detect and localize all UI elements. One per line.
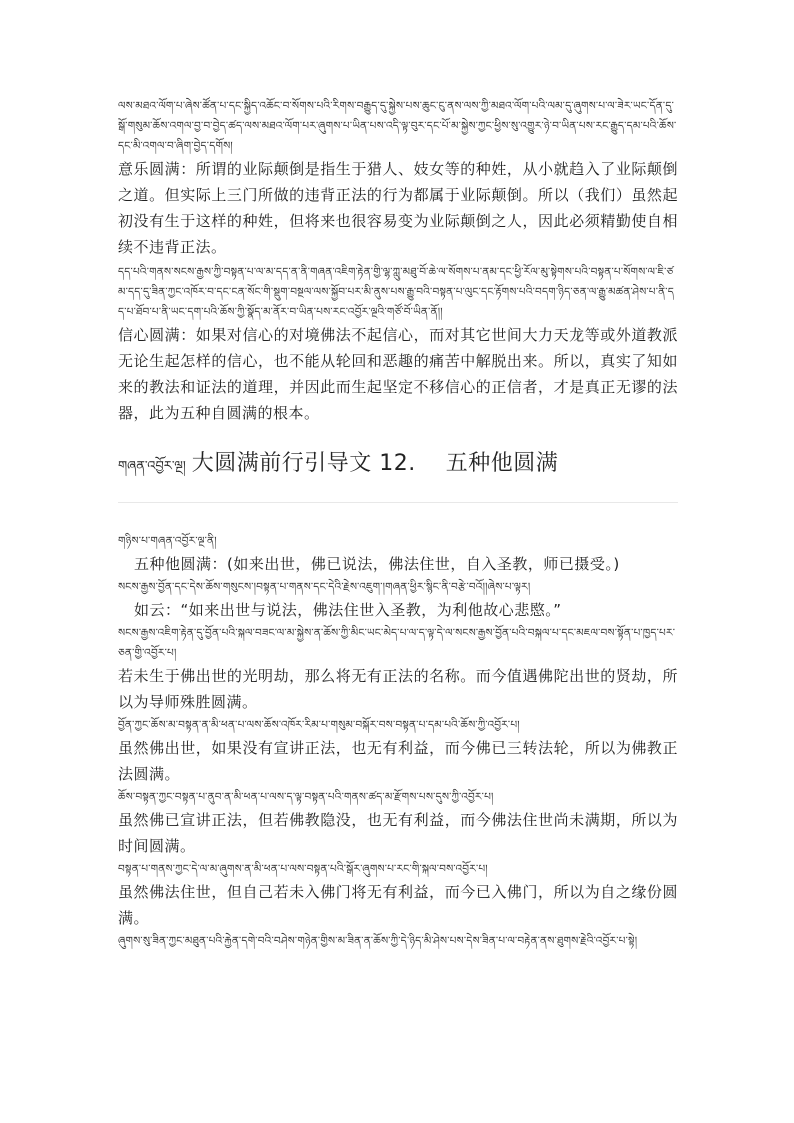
chinese-paragraph: 意乐圆满：所谓的业际颠倒是指生于猎人、妓女等的种姓，从小就趋入了业际颠倒之道。但实际上三门所做的违背正法的行为都属于业际颠倒。所以（我们）虽然起初没有生于这样的种姓，但将来也很容易变为业际颠倒之人，因此必须精勤使自相续不违背正法。 — [118, 160, 678, 256]
tibetan-subtitle: གཉིས་པ་གཞན་འབྱོར་ལྔ་ནི། — [118, 535, 217, 547]
tibetan-paragraph: ལས་མཐའ་ལོག་པ་ཞེས་ཚོན་པ་དང་སྐྱིད་འཆོང་བ་སོགས་པའི་རིགས་བརྒྱུད་དུ་སྐྱེས་པས་ཆུང་ངུ་ནས་ལས་ཀྱི་མཐའ་ལོག་པའི་ལམ་དུ་ཞུགས་པ་ལ་ཟེར་ཡང་དོན་དུ་སྒོ་གསུམ་ཆོས་འགལ་བྱ་བ་བྱེད་ཚད་ལས་མཐའ་ལོག་པར་ཞུགས་པ་ཡིན་པས་འདི་ལྟ་བུར་དང་པོ་མ་སྐྱེས་ཀྱང་ཕྱིས་སུ་འགྱུར་ཉེ་བ་ཡིན་པས་རང་རྒྱུད་དམ་པའི་ཆོས་དང་མི་འགལ་བ་ཞིག་བྱེད་དགོས། — [118, 100, 677, 152]
tibetan-paragraph: ཞུགས་སུ་ཟིན་ཀྱང་མཐུན་པའི་རྐྱེན་དགེ་བའི་བཤེས་གཉེན་གྱིས་མ་ཟིན་ན་ཆོས་ཀྱི་དེ་ཉིད་མི་ཤེས་པས་དེས་ཟིན་པ་ལ་བརྟེན་ནས་ཐུགས་རྗེའི་འབྱོར་པ་སྟེ། — [118, 935, 638, 947]
heading-tibetan: གཞན་འབྱོར་ལྔ། — [118, 459, 186, 474]
tibetan-paragraph: ཆོས་བསྟན་ཀྱང་བསྟན་པ་ནུབ་ན་མི་ཕན་པ་ལས་ད་ལྟ་བསྟན་པའི་གནས་ཚད་མ་རྫོགས་པས་དུས་ཀྱི་འབྱོར་པ། — [118, 791, 494, 803]
tibetan-paragraph: བྱོན་ཀྱང་ཆོས་མ་བསྟན་ན་མི་ཕན་པ་ལས་ཆོས་འཁོར་རིམ་པ་གསུམ་བསྐོར་བས་བསྟན་པ་དམ་པའི་ཆོས་ཀྱི་འབྱོར་པ། — [118, 719, 520, 731]
section-heading — [118, 446, 678, 503]
tibetan-paragraph: སངས་རྒྱས་འཇིག་རྟེན་དུ་བྱོན་པའི་སྐལ་བཟང་ལ་མ་སྐྱེས་ན་ཆོས་ཀྱི་མིང་ཡང་མེད་པ་ལ་ད་ལྟ་དེ་ལ་སངས་རྒྱས་བྱོན་པའི་བསྐལ་པ་དང་མཇལ་བས་སྟོན་པ་ཁྱད་པར་ཅན་གྱི་འབྱོར་པ། — [118, 627, 676, 659]
section-body — [118, 531, 678, 951]
tibetan-paragraph: བསྟན་པ་གནས་ཀྱང་དེ་ལ་མ་ཞུགས་ན་མི་ཕན་པ་ལས་བསྟན་པའི་སྒོར་ཞུགས་པ་རང་གི་སྐལ་བས་འབྱོར་པ། — [118, 863, 488, 875]
chinese-paragraph: 虽然佛已宣讲正法，但若佛教隐没，也无有利益，而今佛法住世尚未满期，所以为时间圆满。 — [118, 811, 678, 855]
document-page — [118, 96, 678, 951]
chinese-quote: 如云：“如来出世与说法，佛法住世入圣教，为利他故心悲愍。” — [134, 601, 562, 619]
chinese-subtitle: 五种他圆满：(如来出世，佛已说法，佛法住世，自入圣教，师已摄受。) — [134, 555, 620, 573]
heading-title: 大圆满前行引导文 12. 五种他圆满 — [191, 451, 559, 476]
tibetan-quote: སངས་རྒྱས་བྱོན་དང་དེས་ཆོས་གསུངས་།བསྟན་པ་གནས་དང་དེའི་རྗེས་འཇུག་།གཞན་ཕྱིར་སྙིང་ནི་བརྩེ་བའོ།།ཞེས་པ་ལྟར། — [118, 581, 531, 593]
tibetan-paragraph: དད་པའི་གནས་སངས་རྒྱས་ཀྱི་བསྟན་པ་ལ་མ་དད་ན་ནི་གཞན་འཇིག་རྟེན་གྱི་ལྷ་ཀླུ་མཐུ་བོ་ཆེ་ལ་སོགས་པ་ནམ་དང་ཕྱི་རོལ་མུ་སྟེགས་པའི་བསྟན་པ་སོགས་ལ་ཇི་ཙམ་དད་དུ་ཟིན་ཀྱང་འཁོར་བ་དང་ངན་སོང་གི་སྡུག་བསྔལ་ལས་སྐྱོབ་པར་མི་ནུས་པས་རྒྱུ་བའི་བསྟན་པ་ལུང་དང་རྟོགས་པའི་བདག་ཉིད་ཅན་ལ་རྒྱུ་མཚན་ཤེས་པ་ནི་དད་པ་ཐོབ་པ་ནི་ཡང་དག་པའི་ཆོས་ཀྱི་སྣོད་མ་ནོར་བ་ཡིན་པས་རང་འབྱོར་ལྔའི་གཙོ་བོ་ཡིན་ནོ།། — [118, 266, 674, 318]
chinese-paragraph: 若未生于佛出世的光明劫，那么将无有正法的名称。而今值遇佛陀出世的贤劫，所以为导师殊胜圆满。 — [118, 667, 678, 711]
chinese-paragraph: 虽然佛出世，如果没有宣讲正法，也无有利益，而今佛已三转法轮，所以为佛教正法圆满。 — [118, 739, 678, 783]
chinese-paragraph: 虽然佛法住世，但自己若未入佛门将无有利益，而今已入佛门，所以为自之缘份圆满。 — [118, 883, 678, 927]
chinese-paragraph: 信心圆满：如果对信心的对境佛法不起信心，而对其它世间大力天龙等或外道教派无论生起怎样的信心，也不能从轮回和恶趣的痛苦中解脱出来。所以，真实了知如来的教法和证法的道理，并因此而生起坚定不移信心的正信者，才是真正无谬的法器，此为五种自圆满的根本。 — [118, 326, 678, 422]
